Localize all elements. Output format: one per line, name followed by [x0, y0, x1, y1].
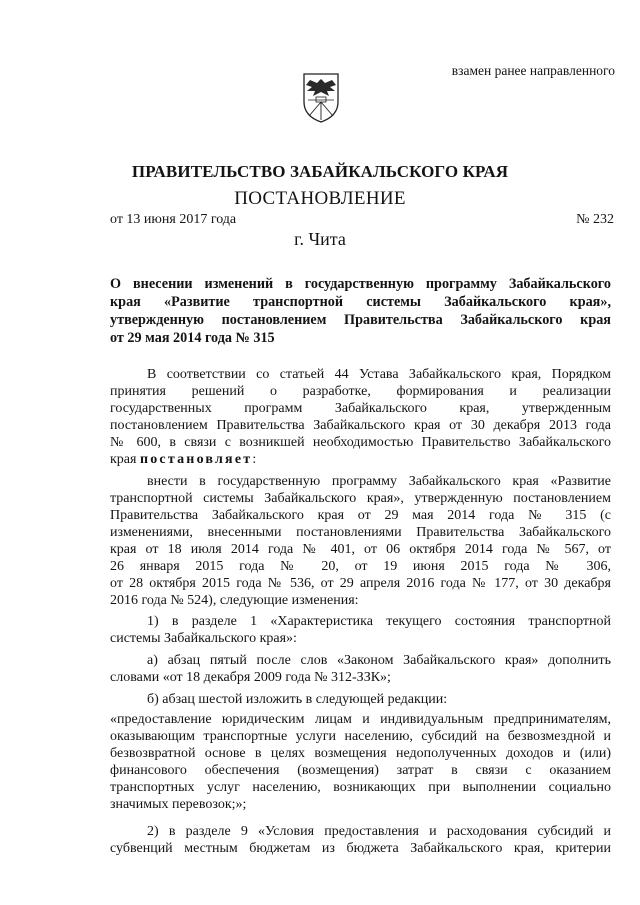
body-line: транспортных услуг населению, возникающих при выполнении социально — [110, 780, 611, 795]
issue-city: г. Чита — [294, 229, 346, 249]
coat-of-arms-emblem — [300, 72, 342, 124]
preamble-last-suffix: : — [252, 452, 257, 467]
preamble-line: В соответствии со статьей 44 Устава Забайкальского края, Порядком — [147, 367, 611, 382]
body-line: 2016 года № 524), следующие изменения: — [110, 593, 359, 608]
body-line: б) абзац шестой изложить в следующей редакции: — [147, 692, 448, 707]
body-line: 1) в разделе 1 «Характеристика текущего состояния транспортной — [147, 614, 611, 629]
body-line: словами «от 18 декабря 2009 года № 312-ЗЗК»; — [110, 670, 391, 685]
replacement-note: взамен ранее направленного — [451, 63, 615, 78]
body-line: транспортной системы Забайкальского края», утвержденную постановлением — [110, 491, 611, 506]
preamble-line: государственных программ Забайкальского края, утвержденным — [110, 401, 611, 416]
body-line: значимых перевозок;»; — [110, 797, 247, 812]
body-line: субвенций местным бюджетам из бюджета Забайкальского края, критерии — [110, 841, 611, 856]
body-line: внести в государственную программу Забайкальского края «Развитие — [147, 474, 611, 489]
body-line: а) абзац пятый после слов «Законом Забайкальского края» дополнить — [147, 653, 611, 668]
document-title-line: края «Развитие транспортной системы Забайкальского края», — [110, 294, 611, 310]
body-line: изменениями, внесенными постановлениями Правительства Забайкальского — [110, 525, 611, 540]
body-line: финансового обеспечения (возмещения) затрат в связи с оказанием — [110, 763, 611, 778]
body-line: 26 января 2015 года № 20, от 19 июня 2015 года № 306, — [110, 559, 611, 574]
body-line: «предоставление юридическим лицам и индивидуальным предпринимателям, — [110, 712, 611, 727]
preamble-last-line — [110, 452, 611, 468]
resolves-word: постановляет — [139, 452, 253, 467]
body-line: системы Забайкальского края»: — [110, 631, 297, 646]
document-number: № 232 — [576, 212, 614, 227]
document-title-line: от 29 мая 2014 года № 315 — [110, 330, 275, 346]
government-name: ПРАВИТЕЛЬСТВО ЗАБАЙКАЛЬСКОГО КРАЯ — [131, 162, 509, 181]
body-line: безвозвратной основе в целях возмещения недополученных доходов и (или) — [110, 746, 611, 761]
document-type: ПОСТАНОВЛЕНИЕ — [234, 188, 406, 209]
document-title-line: О внесении изменений в государственную программу Забайкальского — [110, 276, 611, 292]
preamble-line: принятия решений о разработке, формирования и реализации — [110, 384, 611, 399]
body-line: края от 18 июля 2014 года № 401, от 06 октября 2014 года № 567, от — [110, 542, 611, 557]
document-date: от 13 июня 2017 года — [110, 212, 237, 227]
preamble-last-prefix: края — [110, 452, 140, 467]
body-line: 2) в разделе 9 «Условия предоставления и расходования субсидий и — [147, 824, 611, 839]
body-line: от 28 октября 2015 года № 536, от 29 апреля 2016 года № 177, от 30 декабря — [110, 576, 611, 591]
preamble-line: постановлением Правительства Забайкальского края от 30 декабря 2013 года — [110, 418, 611, 433]
body-line: Правительства Забайкальского края от 29 мая 2014 года № 315 (с — [110, 508, 611, 523]
preamble-line: № 600, в связи с возникшей необходимостью Правительство Забайкальского — [110, 435, 611, 450]
body-line: оказывающим транспортные услуги населению, субсидий на безвозмездной и — [110, 729, 611, 744]
document-title-line: утвержденную постановлением Правительства Забайкальского края — [110, 312, 611, 328]
